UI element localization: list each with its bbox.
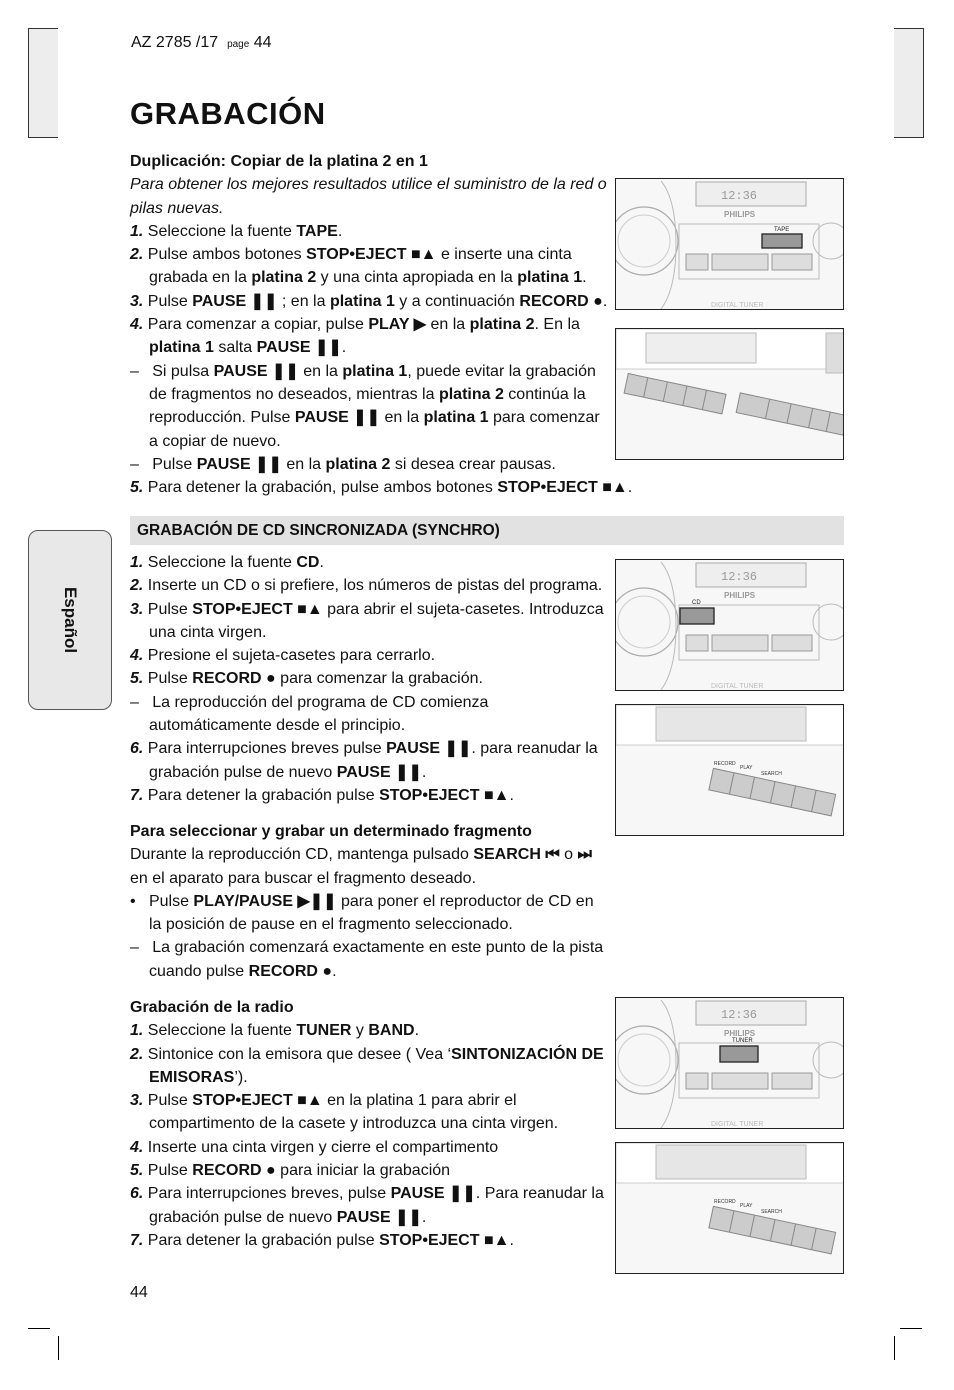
crop-mark (894, 1336, 895, 1360)
section-bar: GRABACIÓN DE CD SINCRONIZADA (SYNCHRO) (130, 516, 844, 545)
svg-text:PHILIPS: PHILIPS (724, 1029, 756, 1038)
step: 1. Seleccione la fuente TAPE. (130, 222, 343, 240)
section-heading: Grabación de la radio (130, 999, 294, 1016)
svg-text:TUNER: TUNER (732, 1038, 753, 1044)
step: 4. Para comenzar a copiar, pulse PLAY ▶ en la platina 2. En la platina 1 salta PAUSE ❚❚. (130, 316, 580, 357)
stereo-front-illustration (616, 179, 844, 310)
note: – Si pulsa PAUSE ❚❚ en la platina 1, puede evitar la grabación de fragmentos no deseados, mientras la platina 2 continúa la reproducción. Pulse PAUSE ❚❚ en la platina 1 para comenzar a copiar de nuevo. (130, 362, 600, 450)
svg-text:DIGITAL TUNER: DIGITAL TUNER (711, 1121, 764, 1128)
language-tab (28, 530, 112, 710)
step: 2. Inserte un CD o si prefiere, los números de pistas del programa. (130, 577, 603, 595)
svg-text:PHILIPS: PHILIPS (724, 591, 756, 600)
step: 2. Sintonice con la emisora que desee ( Vea ‘SINTONIZACIÓN DE EMISORAS’). (130, 1045, 604, 1086)
section-heading: Duplicación: Copiar de la platina 2 en 1 (130, 153, 428, 170)
stereo-front-illustration (616, 998, 844, 1129)
note: – La grabación comenzará exactamente en este punto de la pista cuando pulse RECORD ●. (130, 939, 604, 980)
svg-text:RECORD: RECORD (714, 1199, 736, 1205)
page-number: 44 (130, 1284, 148, 1301)
figure-source-tuner (615, 997, 844, 1129)
svg-text:12:36: 12:36 (721, 570, 758, 584)
note: – Pulse PAUSE ❚❚ en la platina 2 si desea crear pausas. (130, 455, 556, 473)
figure-source-cd (615, 559, 844, 691)
step: 4. Inserte una cinta virgen y cierre el compartimento (130, 1138, 499, 1156)
doc-id: AZ 2785 /17 page 44 (131, 34, 272, 51)
intro-note: Para obtener los mejores resultados utilice el suministro de la red o pilas nuevas. (130, 176, 607, 217)
step: 5. Pulse RECORD ● para iniciar la grabación (130, 1162, 451, 1180)
section-heading: Para seleccionar y grabar un determinado fragmento (130, 823, 532, 840)
section-radio (130, 996, 608, 1252)
step: 7. Para detener la grabación pulse STOP•EJECT ■▲. (130, 1231, 514, 1249)
svg-text:PLAY: PLAY (740, 765, 753, 771)
svg-text:RECORD: RECORD (714, 761, 736, 767)
step: 3. Pulse PAUSE ❚❚ ; en la platina 1 y a continuación RECORD ●. (130, 292, 608, 310)
step: 7. Para detener la grabación pulse STOP•EJECT ■▲. (130, 786, 514, 804)
svg-text:DIGITAL TUNER: DIGITAL TUNER (711, 302, 764, 309)
step: 5. Pulse RECORD ● para comenzar la grabación. (130, 670, 483, 688)
step: 3. Pulse STOP•EJECT ■▲ para abrir el sujeta-casetes. Introduzca una cinta virgen. (130, 600, 604, 641)
bullet: • Pulse PLAY/PAUSE ▶❚❚ para poner el reproductor de CD en la posición de pause en el fragmento seleccionado. (130, 892, 594, 934)
figure-deck-keys-dual (615, 328, 844, 460)
svg-text:12:36: 12:36 (721, 189, 758, 203)
crop-mark (900, 1328, 922, 1329)
svg-text:DIGITAL TUNER: DIGITAL TUNER (711, 683, 764, 690)
figure-deck-keys (615, 704, 844, 836)
svg-text:SEARCH: SEARCH (761, 771, 782, 777)
crop-mark (58, 1336, 59, 1360)
page-title: GRABACIÓN (130, 96, 326, 131)
svg-text:SEARCH: SEARCH (761, 1209, 782, 1215)
cassette-deck-illustration (616, 705, 844, 836)
step: 4. Presione el sujeta-casetes para cerrarlo. (130, 647, 436, 665)
svg-text:TAPE: TAPE (774, 227, 790, 233)
crop-mark (28, 1328, 50, 1329)
step: 1. Seleccione la fuente CD. (130, 554, 324, 571)
step: 6. Para interrupciones breves pulse PAUSE ❚❚. para reanudar la grabación pulse de nuevo PAUSE ❚❚. (130, 740, 598, 781)
paragraph: Durante la reproducción CD, mantenga pulsado SEARCH ⏮ o ⏭ en el aparato para buscar el fragmento deseado. (130, 846, 592, 887)
cassette-deck-illustration (616, 329, 844, 460)
language-tab-label: Español (61, 586, 80, 654)
svg-text:CD: CD (692, 600, 701, 606)
svg-text:PLAY: PLAY (740, 1203, 753, 1209)
section-fragment (130, 820, 608, 983)
cassette-deck-illustration (616, 1143, 844, 1274)
figure-source-tape (615, 178, 844, 310)
step: 2. Pulse ambos botones STOP•EJECT ■▲ e inserte una cinta grabada en la platina 2 y una cinta apropiada en la platina 1. (130, 246, 587, 287)
step: 1. Seleccione la fuente TUNER y BAND. (130, 1022, 420, 1040)
section-duplication (130, 150, 633, 499)
figure-deck-keys (615, 1142, 844, 1274)
svg-text:PHILIPS: PHILIPS (724, 210, 756, 219)
section-cd-synchro (130, 551, 608, 807)
note: – La reproducción del programa de CD comienza automáticamente desde el principio. (130, 693, 489, 735)
stereo-front-illustration (616, 560, 844, 691)
step: 3. Pulse STOP•EJECT ■▲ en la platina 1 para abrir el compartimento de la casete y introduzca una cinta virgen. (130, 1092, 559, 1133)
step: 5. Para detener la grabación, pulse ambos botones STOP•EJECT ■▲. (130, 479, 633, 497)
step: 6. Para interrupciones breves, pulse PAUSE ❚❚. Para reanudar la grabación pulse de nuevo PAUSE ❚❚. (130, 1185, 604, 1226)
svg-text:12:36: 12:36 (721, 1008, 758, 1022)
